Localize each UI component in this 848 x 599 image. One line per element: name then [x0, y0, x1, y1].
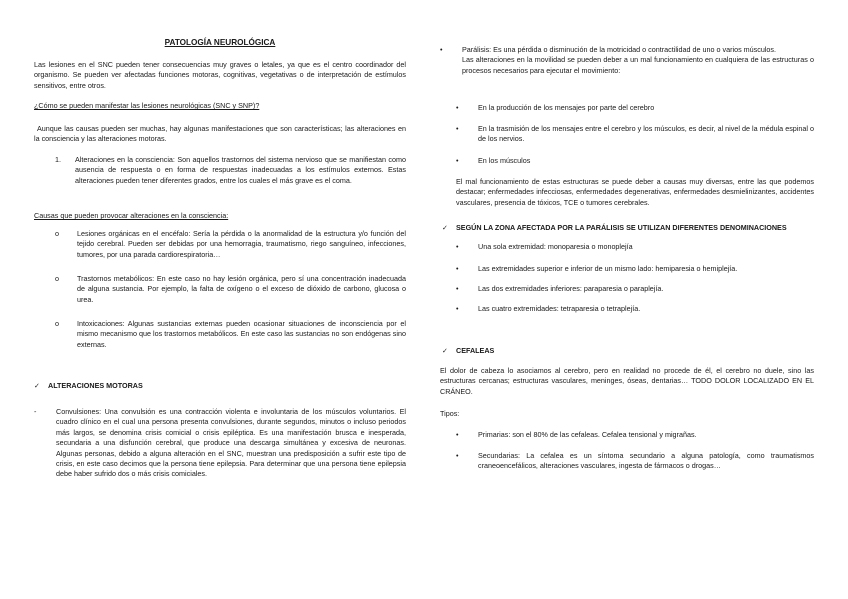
bullet-icon: •	[456, 242, 459, 251]
bullet-icon: •	[440, 45, 443, 54]
bullet-icon: o	[55, 229, 59, 238]
types-heading: Tipos:	[440, 409, 460, 418]
list-item: - Convulsiones: Una convulsión es una contracción violenta e involuntaria de los músculos voluntarios. El cuadro clínico en el cual una persona presenta convulsiones, durante segundos, minutos o incluso periodos más largos, se denomina crisis comicial o crisis epiléptica. Es una manifestación brusca e inesperada, secundaria a una disfunción cerebral, que produce una descarga simultánea y excesiva de neuronas. Algunas personas, debido a alguna alteración en el SNC, muestran una predisposición a sufrir este tipo de crisis, en este caso decimos que la persona tiene epilepsia. Para determinar que una persona tiene epilepsia debe haber sufrido dos o más crisis comiciales.	[34, 407, 406, 479]
bullet-icon: •	[456, 156, 459, 165]
numbered-item-consciousness: 1. Alteraciones en la consciencia: Son aquellos trastornos del sistema nervioso que se manifiestan como ausencia de respuesta o en forma de respuestas inadecuadas a los estímulos externos. Estas alteraciones pueden tener diferentes grados, entre los cuales el más grave es el coma.	[55, 155, 406, 185]
list-item: o Trastornos metabólicos: En este caso no hay lesión orgánica, pero sí una concentración inadecuada de alguna sustancia. Por ejemplo, la falta de oxígeno o el exceso de dióxido de carbono, glucosa o urea.	[55, 274, 406, 304]
question-heading: ¿Cómo se pueden manifestar las lesiones neurológicas (SNC y SNP)?	[34, 101, 260, 110]
answer-paragraph: Aunque las causas pueden ser muchas, hay algunas manifestaciones que son características; las alteraciones en la consciencia y las alteraciones motoras.	[34, 124, 406, 144]
list-item: • Las cuatro extremidades: tetraparesia o tetraplejía.	[456, 304, 641, 313]
list-item: • Una sola extremidad: monoparesia o monoplejía	[456, 242, 633, 251]
bullet-icon: •	[456, 284, 459, 293]
list-item: o Intoxicaciones: Algunas sustancias externas pueden ocasionar situaciones de inconsciencia por el mismo mecanismo que los trastornos metabólicos. En este caso las sustancias no son endógenas sino externas.	[55, 319, 406, 349]
page-title: PATOLOGÍA NEUROLÓGICA	[164, 38, 276, 47]
bullet-icon: •	[456, 103, 459, 112]
checkmark-icon: ✓	[442, 223, 449, 232]
bad-function-paragraph: El mal funcionamiento de estas estructuras se puede deber a causas muy diversas, entre las que podemos destacar; enfermedades infecciosas, enfermedades degenerativas, enfermedades desmielinizantes, accidentes vasculares, presencia de tóxicos, TCE o tumores cerebrales.	[456, 177, 814, 207]
list-item: • Las dos extremidades inferiores: paraparesia o paraplejía.	[456, 284, 664, 293]
motor-heading: ✓ ALTERACIONES MOTORAS	[34, 381, 143, 390]
zone-heading: ✓ SEGÚN LA ZONA AFECTADA POR LA PARÁLISIS SE UTILIZAN DIFERENTES DENOMINACIONES	[442, 223, 787, 232]
list-item: • Primarias: son el 80% de las cefaleas. Cefalea tensional y migrañas.	[456, 430, 697, 439]
list-item: • Secundarias: La cefalea es un síntoma secundario a alguna patología, como traumatismos craneoencefálicos, alteraciones vasculares, ingesta de fármacos o drogas…	[456, 451, 814, 471]
bullet-icon: •	[456, 451, 459, 460]
checkmark-icon: ✓	[442, 346, 449, 355]
list-item: • En la trasmisión de los mensajes entre el cerebro y los músculos, es decir, al nivel de la médula espinal o de los nervios.	[456, 124, 814, 144]
bullet-icon: o	[55, 319, 59, 328]
list-item: o Lesiones orgánicas en el encéfalo: Sería la pérdida o la anormalidad de la estructura y/o función del tejido cerebral. Pueden ser debidas por una hemorragia, traumatismo, riego sanguíneo, infecciones, tumores, por una parada cardiorespiratoria…	[55, 229, 406, 259]
bullet-icon: o	[55, 274, 59, 283]
bullet-icon: •	[456, 264, 459, 273]
list-item: • En los músculos	[456, 156, 531, 165]
cefaleas-heading: ✓ CEFALEAS	[442, 346, 495, 355]
dash-icon: -	[34, 407, 37, 416]
list-item: • Las extremidades superior e inferior de un mismo lado: hemiparesia o hemiplejía.	[456, 264, 738, 273]
bullet-icon: •	[456, 304, 459, 313]
intro-paragraph: Las lesiones en el SNC pueden tener consecuencias muy graves o letales, ya que es el centro coordinador del organismo. Se pueden ver afectadas funciones motoras, cognitivas, vegetativas o de interpretación de estímulos sensitivos, entre otros.	[34, 60, 406, 90]
list-item: • En la producción de los mensajes por parte del cerebro	[456, 103, 655, 112]
checkmark-icon: ✓	[34, 381, 41, 390]
list-item: • Parálisis: Es una pérdida o disminución de la motricidad o contractilidad de uno o varios músculos. Las alteraciones en la movilidad se pueden deber a un mal funcionamiento en cualquiera de las estructuras o procesos necesarios para ejecutar el movimiento:	[440, 45, 814, 75]
bullet-icon: •	[456, 124, 459, 133]
causes-heading: Causas que pueden provocar alteraciones en la consciencia:	[34, 211, 229, 220]
bullet-icon: •	[456, 430, 459, 439]
cefaleas-paragraph: El dolor de cabeza lo asociamos al cerebro, pero en realidad no procede de él, el cerebro no duele, sino las estructuras cercanas; estructuras vasculares, meninges, óseas, dentarias… TODO DOLOR LOCALIZADO EN EL CRÁNEO.	[440, 366, 814, 396]
